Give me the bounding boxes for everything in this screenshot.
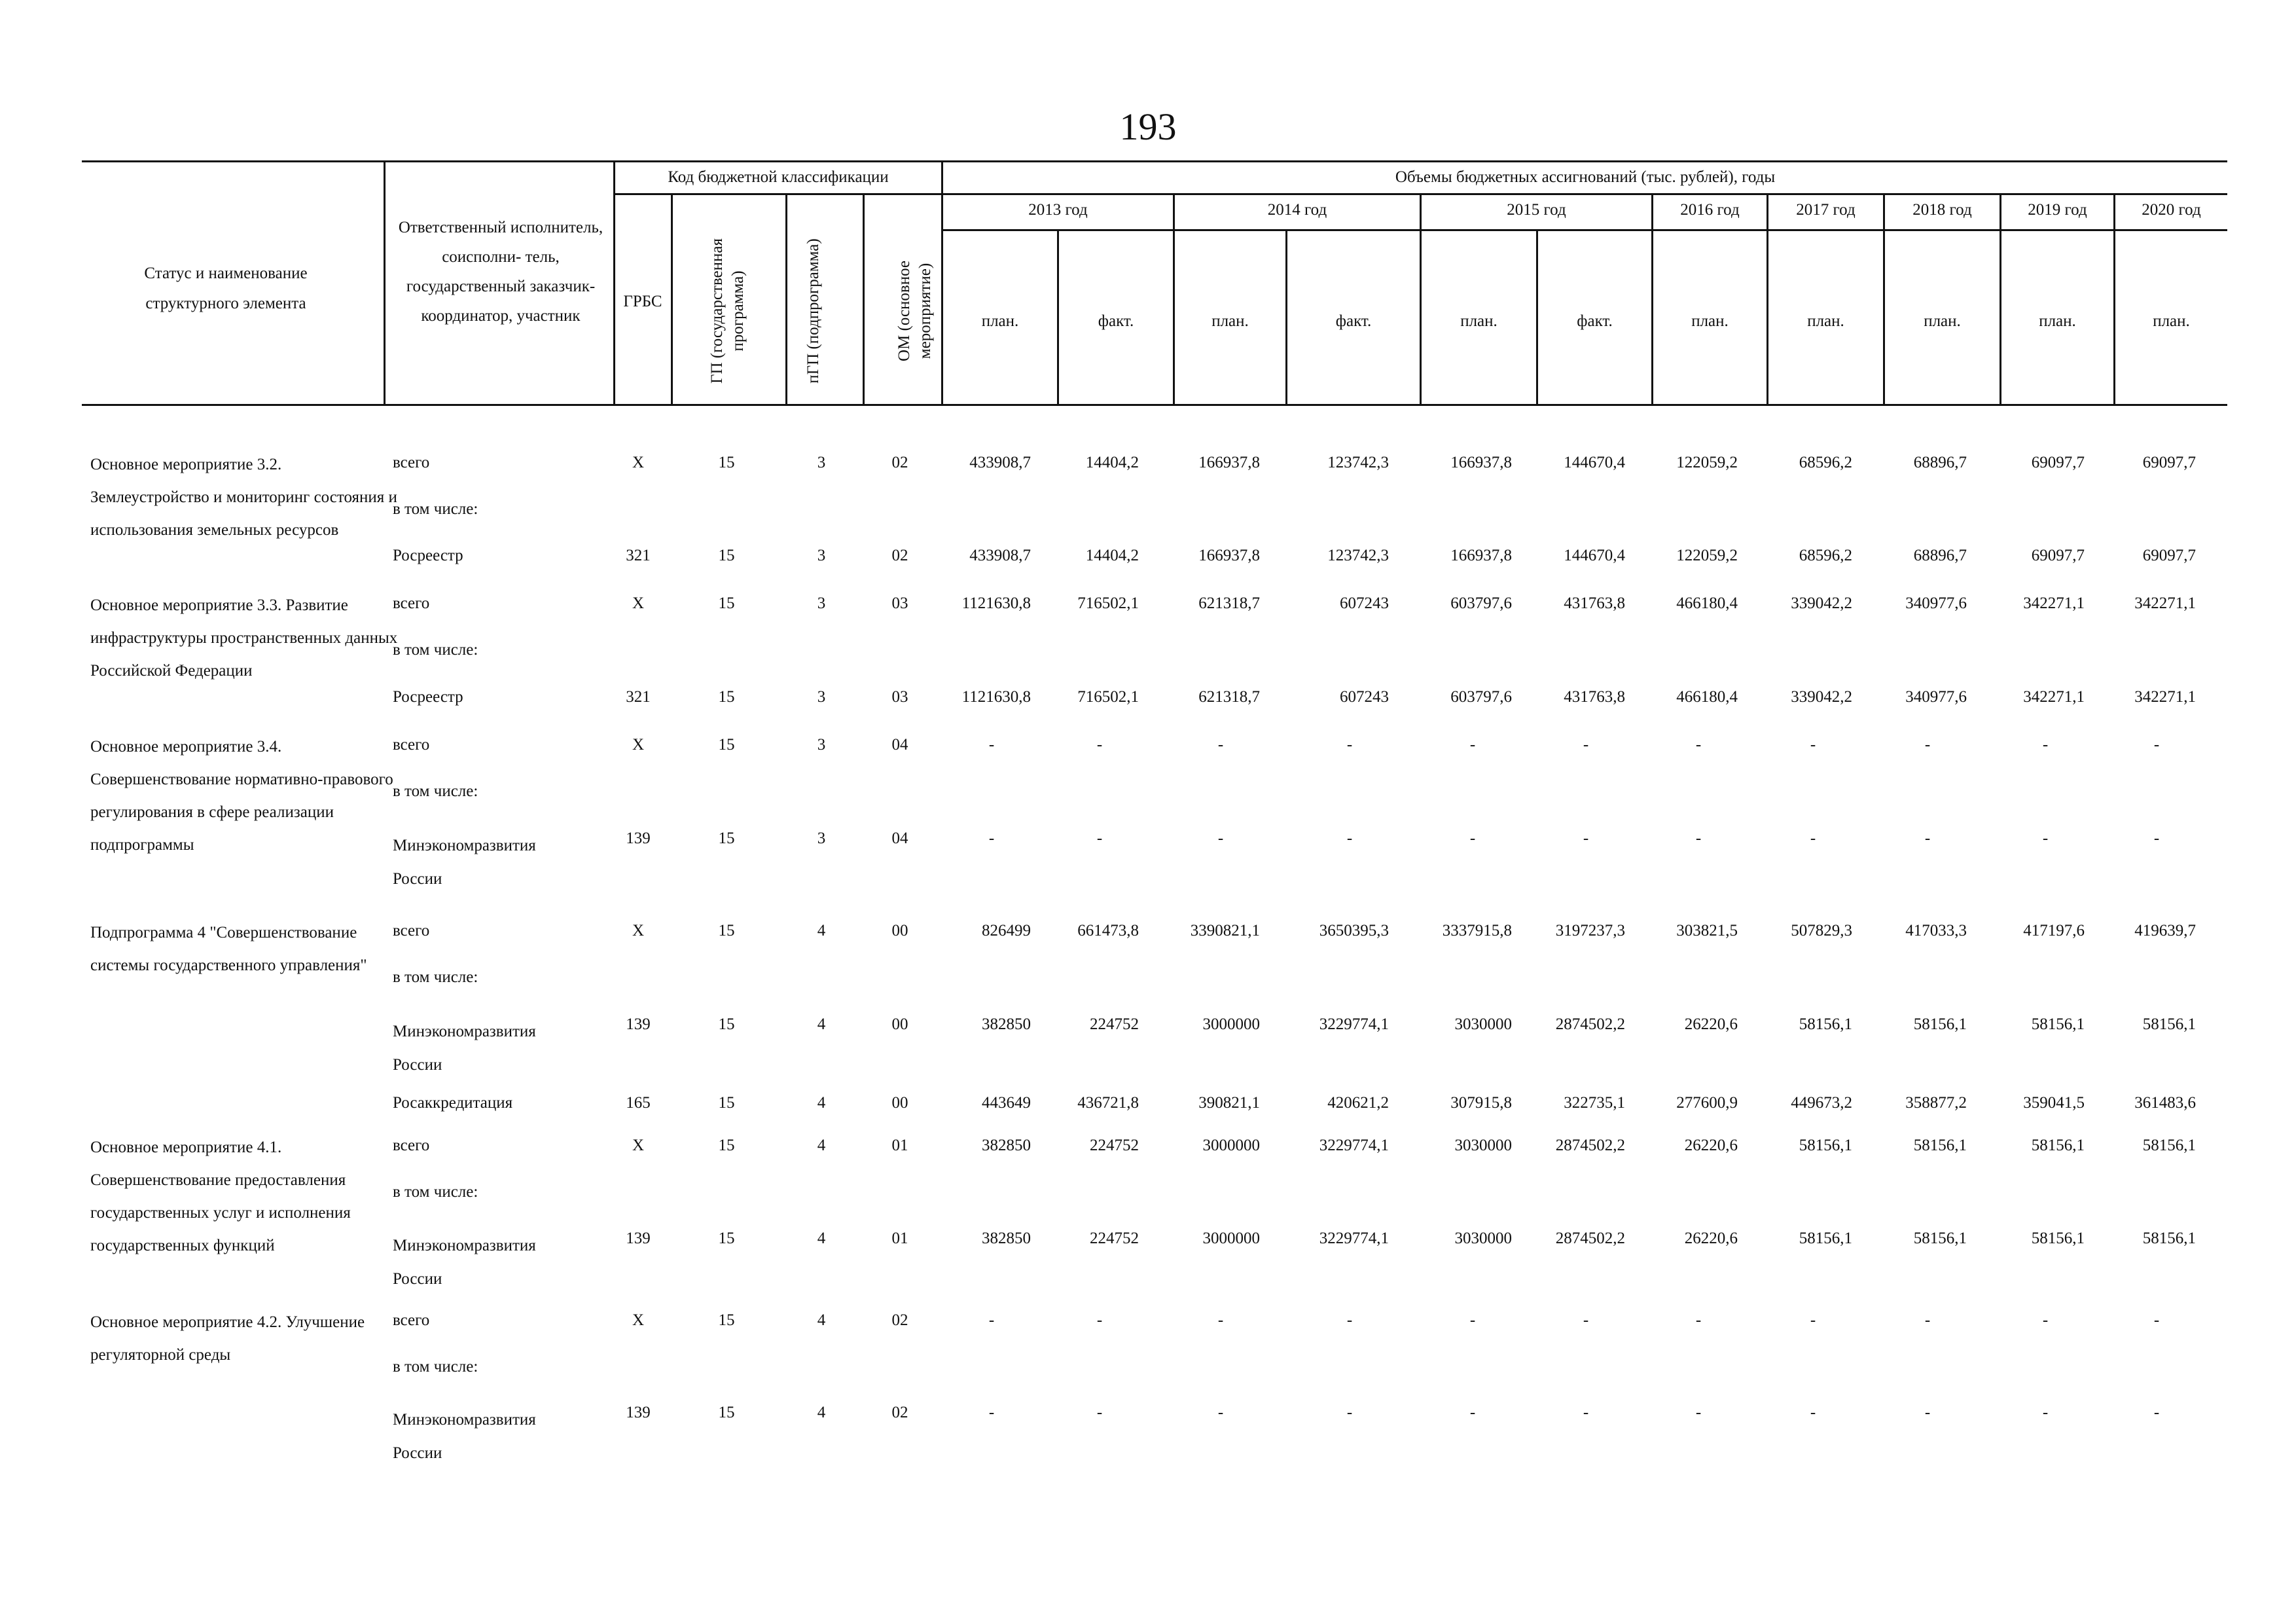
value-cell: 417033,3 [1905,922,1967,939]
value-cell: 68896,7 [1913,547,1967,564]
value-cell: 58156,1 [1799,1137,1852,1154]
code-pgp: 3 [817,736,826,754]
value-cell: 166937,8 [1450,547,1512,564]
row-executor: всего [393,922,430,939]
code-grbs: 165 [626,1094,651,1112]
value-cell: 277600,9 [1676,1094,1738,1112]
row-executor: всего [393,594,430,612]
row-executor: всего [393,454,430,471]
value-cell: - [1346,1404,1353,1421]
sub-2014-fact: факт. [1335,312,1372,330]
value-cell: 382850 [982,1015,1031,1033]
value-cell: 3030000 [1454,1230,1512,1247]
code-om: 01 [891,1137,908,1154]
code-om: 02 [891,1311,908,1329]
value-cell: - [1810,736,1816,754]
value-cell: 123742,3 [1327,454,1389,471]
year-2020: 2020 год [2142,201,2201,219]
sub-2020-plan: план. [2153,312,2190,330]
value-cell: 144670,4 [1564,454,1625,471]
code-grbs: 139 [626,1015,651,1033]
value-cell: - [1096,1404,1103,1421]
code-om: 00 [891,922,908,939]
year-2014: 2014 год [1267,201,1327,219]
sub-2014-plan: план. [1211,312,1249,330]
value-cell: 340977,6 [1905,688,1967,706]
value-cell: 2874502,2 [1555,1015,1625,1033]
value-cell: 3229774,1 [1319,1137,1389,1154]
code-om: 02 [891,547,908,564]
value-cell: 224752 [1090,1230,1139,1247]
value-cell: 607243 [1340,594,1389,612]
value-cell: 58156,1 [2142,1015,2196,1033]
code-gp: 15 [718,830,735,847]
row-executor: всего [393,736,430,754]
value-cell: - [1469,1404,1476,1421]
value-cell: 14404,2 [1085,454,1139,471]
value-cell: 361483,6 [2134,1094,2196,1112]
value-cell: 1121630,8 [961,594,1031,612]
header-pgp: пГП (подпрограмма) [804,238,822,384]
value-cell: 342271,1 [2023,688,2085,706]
row-executor: Росреестр [393,688,463,706]
value-cell: - [2042,736,2049,754]
code-grbs: X [632,1311,645,1329]
value-cell: 342271,1 [2134,688,2196,706]
code-om: 02 [891,454,908,471]
value-cell: 443649 [982,1094,1031,1112]
value-cell: - [988,1311,995,1329]
value-cell: 3390821,1 [1190,922,1260,939]
group-name: Основное мероприятие 3.2. Землеустройство и мониторинг состояния и использования земельных ресурсов [90,456,397,539]
row-executor: в том числе: [393,641,478,659]
code-gp: 15 [718,1311,735,1329]
code-om: 00 [891,1094,908,1112]
value-cell: 166937,8 [1198,547,1260,564]
value-cell: 322735,1 [1564,1094,1625,1112]
code-grbs: 139 [626,1230,651,1247]
value-cell: 26220,6 [1684,1230,1738,1247]
value-cell: 3650395,3 [1319,922,1389,939]
page-number: 193 [1119,105,1177,148]
value-cell: - [1695,1404,1702,1421]
value-cell: 68596,2 [1799,454,1852,471]
value-cell: 58156,1 [2142,1137,2196,1154]
sub-2015-plan: план. [1460,312,1498,330]
value-cell: 224752 [1090,1137,1139,1154]
value-cell: - [1217,1311,1224,1329]
sub-2018-plan: план. [1924,312,1961,330]
value-cell: 603797,6 [1450,688,1512,706]
value-cell: 3030000 [1454,1015,1512,1033]
row-executor: всего [393,1137,430,1154]
value-cell: - [1583,1404,1589,1421]
value-cell: 340977,6 [1905,594,1967,612]
value-cell: 303821,5 [1676,922,1738,939]
code-gp: 15 [718,547,735,564]
code-grbs: X [632,922,645,939]
value-cell: 68596,2 [1799,547,1852,564]
code-om: 01 [891,1230,908,1247]
value-cell: 58156,1 [2031,1015,2085,1033]
value-cell: 433908,7 [969,454,1031,471]
value-cell: 359041,5 [2023,1094,2085,1112]
value-cell: 716502,1 [1077,688,1139,706]
value-cell: 661473,8 [1077,922,1139,939]
value-cell: - [2042,1404,2049,1421]
value-cell: 3030000 [1454,1137,1512,1154]
value-cell: - [1924,1404,1931,1421]
value-cell: 433908,7 [969,547,1031,564]
value-cell: - [1924,1311,1931,1329]
value-cell: 3337915,8 [1442,922,1512,939]
value-cell: - [1217,736,1224,754]
value-cell: 3000000 [1202,1137,1260,1154]
code-om: 02 [891,1404,908,1421]
code-grbs: 139 [626,830,651,847]
value-cell: 449673,2 [1791,1094,1852,1112]
code-om: 03 [891,688,908,706]
value-cell: 3000000 [1202,1015,1260,1033]
year-2015: 2015 год [1507,201,1566,219]
code-grbs: 321 [626,688,651,706]
code-gp: 15 [718,1137,735,1154]
value-cell: 382850 [982,1230,1031,1247]
group-name: Основное мероприятие 3.3. Развитие инфраструктуры пространственных данных Российской Федерации [90,596,398,680]
value-cell: - [1810,1404,1816,1421]
row-executor: Минэкономразвития России [393,1237,536,1288]
code-pgp: 4 [817,1015,826,1033]
value-cell: - [2153,1404,2160,1421]
value-cell: 419639,7 [2134,922,2196,939]
value-cell: - [1810,1311,1816,1329]
code-grbs: X [632,454,645,471]
value-cell: - [2042,830,2049,847]
value-cell: 3229774,1 [1319,1015,1389,1033]
value-cell: 122059,2 [1676,547,1738,564]
value-cell: - [1695,830,1702,847]
value-cell: 826499 [982,922,1031,939]
header-executor: Ответственный исполнитель, соисполни- тель, государственный заказчик-координатор, участник [398,219,603,325]
value-cell: - [1217,1404,1224,1421]
code-pgp: 3 [817,688,826,706]
value-cell: 69097,7 [2142,454,2196,471]
value-cell: 431763,8 [1564,688,1625,706]
value-cell: - [1096,830,1103,847]
row-executor: всего [393,1311,430,1329]
code-pgp: 3 [817,547,826,564]
code-pgp: 4 [817,1230,826,1247]
header-volume-group: Объемы бюджетных ассигнований (тыс. рублей), годы [1395,168,1776,186]
code-pgp: 4 [817,922,826,939]
group-name: Основное мероприятие 4.2. Улучшение регуляторной среды [90,1313,365,1364]
value-cell: - [1924,736,1931,754]
value-cell: - [1583,830,1589,847]
code-grbs: 139 [626,1404,651,1421]
value-cell: 122059,2 [1676,454,1738,471]
value-cell: 58156,1 [1913,1015,1967,1033]
code-pgp: 3 [817,830,826,847]
value-cell: - [1096,736,1103,754]
value-cell: 390821,1 [1198,1094,1260,1112]
code-pgp: 3 [817,594,826,612]
value-cell: 342271,1 [2134,594,2196,612]
value-cell: 68896,7 [1913,454,1967,471]
value-cell: 603797,6 [1450,594,1512,612]
value-cell: 166937,8 [1198,454,1260,471]
value-cell: - [988,1404,995,1421]
value-cell: 58156,1 [2031,1137,2085,1154]
value-cell: 26220,6 [1684,1137,1738,1154]
code-grbs: X [632,736,645,754]
code-grbs: X [632,1137,645,1154]
value-cell: 607243 [1340,688,1389,706]
code-gp: 15 [718,1404,735,1421]
value-cell: 58156,1 [2142,1230,2196,1247]
value-cell: - [1346,830,1353,847]
value-cell: 466180,4 [1676,688,1738,706]
value-cell: 716502,1 [1077,594,1139,612]
value-cell: - [2153,1311,2160,1329]
value-cell: - [1695,1311,1702,1329]
code-pgp: 4 [817,1137,826,1154]
value-cell: - [1469,736,1476,754]
row-executor: Росреестр [393,547,463,564]
value-cell: 69097,7 [2031,454,2085,471]
code-pgp: 4 [817,1311,826,1329]
sub-2015-fact: факт. [1577,312,1613,330]
code-gp: 15 [718,1015,735,1033]
value-cell: - [988,736,995,754]
value-cell: 621318,7 [1198,688,1260,706]
code-grbs: 321 [626,547,651,564]
group-name: Основное мероприятие 3.4. Совершенствование нормативно-правового регулирования в сфере реализации подпрограммы [90,738,393,854]
row-executor: Минэкономразвития России [393,837,536,888]
header-om: ОМ (основное мероприятие) [895,260,934,362]
value-cell: - [1583,1311,1589,1329]
value-cell: - [988,830,995,847]
value-cell: 58156,1 [1913,1137,1967,1154]
value-cell: 307915,8 [1450,1094,1512,1112]
year-2017: 2017 год [1796,201,1856,219]
code-om: 04 [891,736,908,754]
value-cell: 3197237,3 [1555,922,1625,939]
value-cell: 436721,8 [1077,1094,1139,1112]
year-2018: 2018 год [1912,201,1972,219]
value-cell: 2874502,2 [1555,1137,1625,1154]
value-cell: 58156,1 [1799,1015,1852,1033]
value-cell: 417197,6 [2023,922,2085,939]
header-gp: ГП (государственная программа) [708,238,747,384]
year-2019: 2019 год [2028,201,2087,219]
value-cell: 58156,1 [1799,1230,1852,1247]
value-cell: 507829,3 [1791,922,1852,939]
row-executor: Минэкономразвития России [393,1023,536,1074]
value-cell: - [1695,736,1702,754]
value-cell: - [2042,1311,2049,1329]
code-grbs: X [632,594,645,612]
value-cell: 431763,8 [1564,594,1625,612]
value-cell: 339042,2 [1791,688,1852,706]
value-cell: 621318,7 [1198,594,1260,612]
value-cell: 2874502,2 [1555,1230,1625,1247]
code-gp: 15 [718,454,735,471]
value-cell: 58156,1 [1913,1230,1967,1247]
value-cell: - [2153,830,2160,847]
row-executor: в том числе: [393,968,478,986]
code-pgp: 4 [817,1094,826,1112]
sub-2013-plan: план. [981,312,1019,330]
sub-2013-fact: факт. [1098,312,1134,330]
code-gp: 15 [718,922,735,939]
value-cell: 166937,8 [1450,454,1512,471]
table-header [82,160,2227,406]
value-cell: 69097,7 [2031,547,2085,564]
value-cell: 466180,4 [1676,594,1738,612]
value-cell: 224752 [1090,1015,1139,1033]
value-cell: - [1583,736,1589,754]
value-cell: - [1469,1311,1476,1329]
value-cell: 26220,6 [1684,1015,1738,1033]
row-executor: Минэкономразвития России [393,1411,536,1462]
year-2013: 2013 год [1028,201,1088,219]
value-cell: 1121630,8 [961,688,1031,706]
value-cell: 420621,2 [1327,1094,1389,1112]
row-executor: в том числе: [393,1358,478,1376]
value-cell: 358877,2 [1905,1094,1967,1112]
code-gp: 15 [718,736,735,754]
code-om: 04 [891,830,908,847]
value-cell: 382850 [982,1137,1031,1154]
sub-2016-plan: план. [1691,312,1729,330]
year-2016: 2016 год [1680,201,1740,219]
value-cell: 14404,2 [1085,547,1139,564]
value-cell: - [1469,830,1476,847]
row-executor: в том числе: [393,500,478,518]
code-pgp: 4 [817,1404,826,1421]
group-name: Основное мероприятие 4.1. Совершенствование предоставления государственных услуг и исполнения государственных функций [90,1139,351,1254]
row-executor: Росаккредитация [393,1094,513,1112]
value-cell: 3229774,1 [1319,1230,1389,1247]
value-cell: 3000000 [1202,1230,1260,1247]
header-status: Статус и наименование структурного элемента [144,264,308,312]
value-cell: - [1924,830,1931,847]
value-cell: - [1810,830,1816,847]
value-cell: - [1217,830,1224,847]
code-gp: 15 [718,1094,735,1112]
value-cell: 342271,1 [2023,594,2085,612]
sub-2017-plan: план. [1807,312,1844,330]
group-name: Подпрограмма 4 "Совершенствование системы государственного управления" [90,924,367,974]
code-pgp: 3 [817,454,826,471]
header-grbs: ГРБС [623,293,662,310]
value-cell: 69097,7 [2142,547,2196,564]
value-cell: 123742,3 [1327,547,1389,564]
sub-2019-plan: план. [2039,312,2076,330]
row-executor: в том числе: [393,782,478,800]
value-cell: - [1346,1311,1353,1329]
value-cell: - [2153,736,2160,754]
code-gp: 15 [718,1230,735,1247]
value-cell: - [1346,736,1353,754]
value-cell: 58156,1 [2031,1230,2085,1247]
value-cell: - [1096,1311,1103,1329]
value-cell: 144670,4 [1564,547,1625,564]
value-cell: 339042,2 [1791,594,1852,612]
row-executor: в том числе: [393,1183,478,1201]
header-code-group: Код бюджетной классификации [668,168,889,186]
code-om: 03 [891,594,908,612]
code-gp: 15 [718,688,735,706]
code-om: 00 [891,1015,908,1033]
code-gp: 15 [718,594,735,612]
